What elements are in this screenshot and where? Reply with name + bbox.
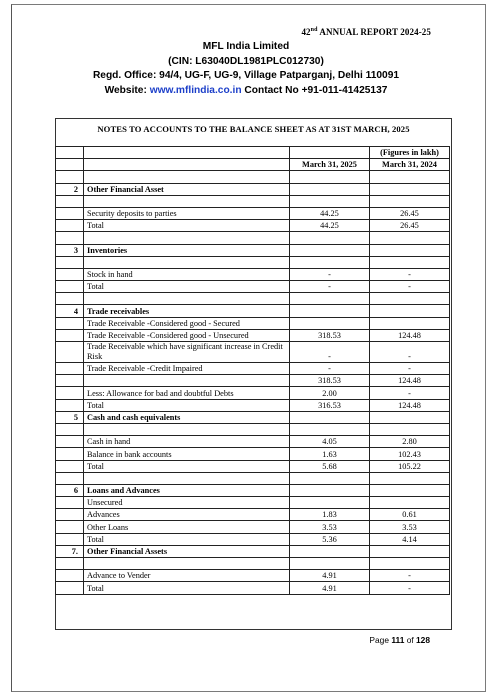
value-2024 bbox=[370, 195, 450, 207]
value-2025 bbox=[290, 232, 370, 244]
table-row bbox=[56, 545, 450, 557]
note-number bbox=[56, 207, 84, 219]
note-number bbox=[56, 448, 84, 460]
value-2024: 4.14 bbox=[370, 533, 450, 545]
value-2024: 0.61 bbox=[370, 509, 450, 521]
note-number bbox=[56, 317, 84, 329]
table-row bbox=[56, 317, 450, 329]
value-2024: 26.45 bbox=[370, 220, 450, 232]
value-2025: 2.00 bbox=[290, 387, 370, 399]
note-number bbox=[56, 281, 84, 293]
table-row bbox=[56, 183, 450, 195]
note-number: 6 bbox=[56, 484, 84, 496]
table-row bbox=[56, 472, 450, 484]
row-label bbox=[84, 558, 290, 570]
row-label: Other Financial Assets bbox=[84, 545, 290, 557]
row-label bbox=[84, 232, 290, 244]
value-2025 bbox=[290, 317, 370, 329]
table-row bbox=[56, 342, 450, 363]
company-cin: (CIN: L63040DL1981PLC012730) bbox=[168, 55, 324, 67]
table-header-row bbox=[56, 147, 450, 159]
value-2025 bbox=[290, 558, 370, 570]
value-2024 bbox=[370, 256, 450, 268]
value-2025: 1.63 bbox=[290, 448, 370, 460]
note-number bbox=[56, 533, 84, 545]
table-row bbox=[56, 281, 450, 293]
registered-office: Regd. Office: 94/4, UG-F, UG-9, Village Patparganj, Delhi 110091 bbox=[92, 70, 400, 81]
table-row bbox=[56, 305, 450, 317]
row-label: Trade Receivable which have significant increase in Credit Risk bbox=[84, 342, 290, 363]
table-row bbox=[56, 244, 450, 256]
row-label: Balance in bank accounts bbox=[84, 448, 290, 460]
note-number bbox=[56, 220, 84, 232]
table-row bbox=[56, 570, 450, 582]
note-number bbox=[56, 570, 84, 582]
value-2025: 5.36 bbox=[290, 533, 370, 545]
value-2024 bbox=[370, 484, 450, 496]
row-label bbox=[84, 256, 290, 268]
row-label bbox=[84, 472, 290, 484]
row-label: Security deposits to parties bbox=[84, 207, 290, 219]
note-number bbox=[56, 268, 84, 280]
value-2024 bbox=[370, 244, 450, 256]
value-2024: 102.43 bbox=[370, 448, 450, 460]
value-2024: - bbox=[370, 582, 450, 594]
table-row bbox=[56, 293, 450, 305]
row-label bbox=[84, 195, 290, 207]
table-row bbox=[56, 411, 450, 423]
note-number bbox=[56, 171, 84, 183]
notes-heading: NOTES TO ACCOUNTS TO THE BALANCE SHEET AS AT 31ST MARCH, 2025 bbox=[97, 124, 410, 134]
row-label: Stock in hand bbox=[84, 268, 290, 280]
row-label: Trade Receivable -Considered good - Secured bbox=[84, 317, 290, 329]
table-row bbox=[56, 521, 450, 533]
row-label: Advance to Vender bbox=[84, 570, 290, 582]
note-number bbox=[56, 375, 84, 387]
value-2024: 105.22 bbox=[370, 460, 450, 472]
table-row bbox=[56, 268, 450, 280]
table-row bbox=[56, 448, 450, 460]
value-2025 bbox=[290, 305, 370, 317]
value-2025: 4.91 bbox=[290, 582, 370, 594]
value-2024 bbox=[370, 411, 450, 423]
company-header bbox=[0, 40, 492, 98]
note-number bbox=[56, 329, 84, 341]
value-2025: 44.25 bbox=[290, 207, 370, 219]
row-label: Total bbox=[84, 399, 290, 411]
value-2024 bbox=[370, 558, 450, 570]
value-2024: - bbox=[370, 570, 450, 582]
row-label: Total bbox=[84, 533, 290, 545]
value-2025 bbox=[290, 244, 370, 256]
row-label: Other Financial Asset bbox=[84, 183, 290, 195]
value-2025: - bbox=[290, 342, 370, 363]
table-row bbox=[56, 220, 450, 232]
contact-line: Website: www.mflindia.co.in Contact No +91-011-41425137 bbox=[104, 84, 388, 96]
table-row bbox=[56, 582, 450, 594]
row-label: Cash in hand bbox=[84, 436, 290, 448]
row-label bbox=[84, 423, 290, 435]
table-row bbox=[56, 363, 450, 375]
note-number: 7. bbox=[56, 545, 84, 557]
note-number bbox=[56, 582, 84, 594]
value-2025 bbox=[290, 497, 370, 509]
value-2024 bbox=[370, 317, 450, 329]
table-row bbox=[56, 387, 450, 399]
table-column-row bbox=[56, 159, 450, 171]
value-2024: 124.48 bbox=[370, 329, 450, 341]
note-number bbox=[56, 256, 84, 268]
note-number bbox=[56, 472, 84, 484]
value-2025: 318.53 bbox=[290, 329, 370, 341]
note-number bbox=[56, 497, 84, 509]
note-number bbox=[56, 342, 84, 363]
note-number bbox=[56, 399, 84, 411]
row-label: Loans and Advances bbox=[84, 484, 290, 496]
table-row bbox=[56, 509, 450, 521]
value-2025 bbox=[290, 484, 370, 496]
table-row bbox=[56, 558, 450, 570]
row-label: Total bbox=[84, 220, 290, 232]
row-label bbox=[84, 375, 290, 387]
value-2024 bbox=[370, 497, 450, 509]
table-row bbox=[56, 436, 450, 448]
page-footer: Page 111 of 128 bbox=[369, 635, 430, 645]
value-2025: 316.53 bbox=[290, 399, 370, 411]
notes-table bbox=[55, 146, 450, 595]
table-row bbox=[56, 329, 450, 341]
value-2024: 3.53 bbox=[370, 521, 450, 533]
row-label: Other Loans bbox=[84, 521, 290, 533]
note-number bbox=[56, 387, 84, 399]
value-2025: 4.91 bbox=[290, 570, 370, 582]
value-2024: 124.48 bbox=[370, 399, 450, 411]
value-2024: - bbox=[370, 387, 450, 399]
note-number: 5 bbox=[56, 411, 84, 423]
value-2024 bbox=[370, 183, 450, 195]
note-number: 3 bbox=[56, 244, 84, 256]
row-label: Cash and cash equivalents bbox=[84, 411, 290, 423]
value-2024 bbox=[370, 293, 450, 305]
row-label bbox=[84, 293, 290, 305]
note-number bbox=[56, 363, 84, 375]
row-label: Advances bbox=[84, 509, 290, 521]
note-number bbox=[56, 436, 84, 448]
value-2024 bbox=[370, 545, 450, 557]
value-2025: 318.53 bbox=[290, 375, 370, 387]
value-2025 bbox=[290, 411, 370, 423]
table-row bbox=[56, 195, 450, 207]
row-label: Inventories bbox=[84, 244, 290, 256]
column-header-2025: March 31, 2025 bbox=[290, 159, 370, 171]
table-row bbox=[56, 207, 450, 219]
table-row bbox=[56, 399, 450, 411]
row-label: Trade Receivable -Considered good - Unsecured bbox=[84, 329, 290, 341]
value-2025 bbox=[290, 183, 370, 195]
table-row bbox=[56, 533, 450, 545]
value-2024 bbox=[370, 423, 450, 435]
table-row bbox=[56, 423, 450, 435]
table-row bbox=[56, 375, 450, 387]
value-2025: 3.53 bbox=[290, 521, 370, 533]
row-label: Total bbox=[84, 582, 290, 594]
value-2024: 26.45 bbox=[370, 207, 450, 219]
value-2025: 44.25 bbox=[290, 220, 370, 232]
table-row bbox=[56, 256, 450, 268]
note-number bbox=[56, 558, 84, 570]
value-2025: - bbox=[290, 268, 370, 280]
value-2024 bbox=[370, 232, 450, 244]
note-number bbox=[56, 521, 84, 533]
value-2025 bbox=[290, 293, 370, 305]
value-2025 bbox=[290, 423, 370, 435]
table-row bbox=[56, 171, 450, 183]
value-2025: 5.68 bbox=[290, 460, 370, 472]
note-number bbox=[56, 460, 84, 472]
row-label bbox=[84, 171, 290, 183]
value-2025: 4.05 bbox=[290, 436, 370, 448]
table-row bbox=[56, 497, 450, 509]
value-2024: - bbox=[370, 281, 450, 293]
row-label: Unsecured bbox=[84, 497, 290, 509]
value-2024: - bbox=[370, 268, 450, 280]
value-2025 bbox=[290, 171, 370, 183]
note-number bbox=[56, 195, 84, 207]
value-2025: - bbox=[290, 281, 370, 293]
value-2024 bbox=[370, 171, 450, 183]
row-label: Less: Allowance for bad and doubtful Debts bbox=[84, 387, 290, 399]
value-2025 bbox=[290, 472, 370, 484]
column-header-2024: March 31, 2024 bbox=[370, 159, 450, 171]
note-number: 2 bbox=[56, 183, 84, 195]
value-2025 bbox=[290, 256, 370, 268]
table-row bbox=[56, 484, 450, 496]
value-2025: 1.83 bbox=[290, 509, 370, 521]
value-2025 bbox=[290, 195, 370, 207]
table-row bbox=[56, 460, 450, 472]
table-row bbox=[56, 232, 450, 244]
row-label: Total bbox=[84, 460, 290, 472]
value-2024: - bbox=[370, 363, 450, 375]
note-number bbox=[56, 509, 84, 521]
value-2024 bbox=[370, 472, 450, 484]
value-2025 bbox=[290, 545, 370, 557]
row-label: Trade receivables bbox=[84, 305, 290, 317]
website-link[interactable]: www.mflindia.co.in bbox=[149, 84, 242, 96]
note-number bbox=[56, 423, 84, 435]
note-number bbox=[56, 232, 84, 244]
row-label: Trade Receivable -Credit Impaired bbox=[84, 363, 290, 375]
report-title: 42nd ANNUAL REPORT 2024-25 bbox=[301, 27, 431, 37]
row-label: Total bbox=[84, 281, 290, 293]
value-2024: 124.48 bbox=[370, 375, 450, 387]
value-2024: - bbox=[370, 342, 450, 363]
value-2024 bbox=[370, 305, 450, 317]
value-2024: 2.80 bbox=[370, 436, 450, 448]
company-name: MFL India Limited bbox=[202, 41, 290, 52]
note-number: 4 bbox=[56, 305, 84, 317]
value-2025: - bbox=[290, 363, 370, 375]
figures-note: (Figures in lakh) bbox=[370, 147, 450, 159]
note-number bbox=[56, 293, 84, 305]
